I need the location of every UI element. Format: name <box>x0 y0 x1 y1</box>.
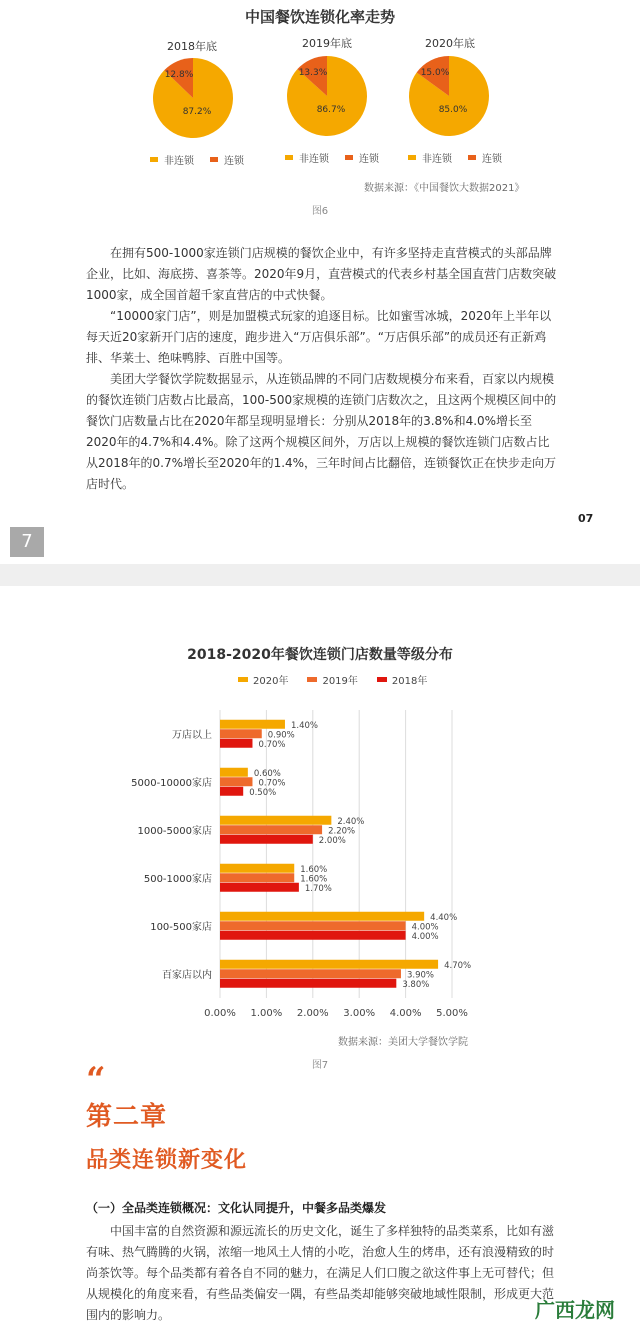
y-category-label: 500-1000家店 <box>143 874 212 885</box>
x-tick-label: 0.00% <box>204 1008 236 1019</box>
pie-2018-title: 2018年底 <box>167 40 217 53</box>
legend-label-nonchain: 非连锁 <box>164 156 194 167</box>
bar-data-label: 2.40% <box>337 816 365 827</box>
chapter-title: 第二章 <box>86 1102 168 1132</box>
bar-data-label: 1.60% <box>300 874 328 885</box>
page-separator <box>0 564 640 586</box>
y-category-label: 5000-10000家店 <box>131 778 212 789</box>
bar-2019年 <box>220 873 294 882</box>
bar-legend <box>238 672 427 687</box>
pie-source: 数据来源：《中国餐饮大数据2021》 <box>364 183 525 194</box>
bar-data-label: 0.70% <box>258 778 286 789</box>
pie-label-nonchain: 86.7% <box>316 105 346 115</box>
legend-label-chain: 连锁 <box>482 154 502 165</box>
figure-7-caption: 图7 <box>311 1060 329 1071</box>
bar-2019年 <box>220 729 262 738</box>
legend-label-2020: 2020年 <box>253 676 289 687</box>
pie-charts <box>0 50 640 150</box>
section-heading: （一）全品类连锁概况：文化认同提升，中餐多品类爆发 <box>86 1201 387 1215</box>
pie-label-chain: 12.8% <box>164 70 194 80</box>
pie-legend-2019 <box>285 150 379 165</box>
bar-2019年 <box>220 777 252 786</box>
x-tick-label: 3.00% <box>343 1008 376 1019</box>
pie-label-nonchain: 85.0% <box>438 105 468 115</box>
legend-swatch-nonchain <box>150 157 158 162</box>
bar-source: 数据来源：美团大学餐饮学院 <box>338 1037 468 1048</box>
x-tick-label: 2.00% <box>296 1008 329 1019</box>
page7-body <box>86 243 560 495</box>
figure-6-caption: 图6 <box>311 206 329 217</box>
bar-data-label: 4.00% <box>411 922 439 933</box>
bar-2018年 <box>220 739 252 748</box>
bar-2018年 <box>220 787 243 796</box>
legend-label-chain: 连锁 <box>224 156 244 167</box>
bar-2020年 <box>220 816 331 825</box>
bar-data-label: 0.60% <box>253 768 281 779</box>
page7-paragraph-1: 在拥有500-1000家连锁门店规模的餐饮企业中，有许多坚持走直营模式的头部品牌企业，比如、海底捞、喜茶等。2020年9月，直营模式的代表乡村基全国直营门店数突破1000家，成全国首超千家直营店的中式快餐。 <box>86 246 557 302</box>
bar-chart-title: 2018-2020年餐饮连锁门店数量等级分布 <box>187 647 453 663</box>
bar-data-label: 4.70% <box>444 960 472 971</box>
bar-2020年 <box>220 960 438 969</box>
legend-swatch-nonchain <box>408 155 416 160</box>
x-tick-label: 5.00% <box>436 1008 468 1019</box>
bar-data-label: 2.20% <box>328 826 356 837</box>
pie-chart-title: 中国餐饮连锁化率走势 <box>244 8 395 26</box>
legend-label-2019: 2019年 <box>322 676 358 687</box>
pie-legend-2020 <box>408 150 502 165</box>
pie-2020-title: 2020年底 <box>425 37 475 50</box>
legend-label-nonchain: 非连锁 <box>422 154 452 165</box>
bar-2019年 <box>220 825 322 834</box>
x-tick-label: 1.00% <box>250 1008 283 1019</box>
bar-data-label: 1.70% <box>304 883 332 894</box>
legend-label-2018: 2018年 <box>391 676 428 687</box>
chapter-body <box>86 1221 564 1326</box>
pie-label-chain: 15.0% <box>420 68 450 78</box>
bar-data-label: 2.00% <box>318 835 346 846</box>
bar-chart <box>0 700 640 1030</box>
bar-data-label: 3.90% <box>406 970 434 981</box>
bar-data-label: 3.80% <box>402 979 430 990</box>
bar-2018年 <box>220 883 299 892</box>
bar-data-label: 1.60% <box>300 864 328 875</box>
bar-data-label: 4.00% <box>411 931 439 942</box>
pie-2019 <box>287 56 367 136</box>
bar-data-label: 0.50% <box>249 787 277 798</box>
bar-2018年 <box>220 979 396 988</box>
y-category-label: 万店以上 <box>172 730 212 741</box>
bar-2019年 <box>220 969 401 978</box>
legend-swatch-2018 <box>377 677 387 682</box>
legend-swatch-2020 <box>238 677 248 682</box>
page7-paragraph-3: 美团大学餐饮学院数据显示，从连锁品牌的不同门店数规模分布来看，百家以内规模的餐饮连锁门店数占比最高，100-500家规模的连锁门店数次之，且这两个规模区间中的餐饮门店数量占比在2020年都呈现明显增长：分别从2018年的3.8%和4.0%增长至2020年的4.7%和4.4%。除了这两个规模区间外，万店以上规模的餐饮连锁门店数占比从2018年的0.7%增长至2020年的1.4%，三年时间占比翻倍，连锁餐饮正在快步走向万店时代。 <box>86 372 557 491</box>
page7-paragraph-2: “10000家门店”，则是加盟模式玩家的追逐目标。比如蜜雪冰城，2020年上半年以每天近20家新开门店的速度，跑步进入“万店俱乐部”。“万店俱乐部”的成员还有正新鸡排、华莱士、绝味鸭脖、百胜中国等。 <box>86 309 552 365</box>
legend-swatch-chain <box>468 155 476 160</box>
bar-data-label: 0.90% <box>267 730 295 741</box>
bar-2020年 <box>220 912 424 921</box>
legend-swatch-chain <box>345 155 353 160</box>
pie-2018 <box>153 58 233 138</box>
quote-mark: “ <box>86 1060 106 1100</box>
legend-swatch-nonchain <box>285 155 293 160</box>
bar-data-label: 1.40% <box>290 720 318 731</box>
y-category-label: 百家店以内 <box>162 970 212 981</box>
chapter-subtitle: 品类连锁新变化 <box>86 1148 248 1173</box>
y-category-label: 1000-5000家店 <box>137 826 212 837</box>
chapter-paragraph: 中国丰富的自然资源和源远流长的历史文化，诞生了多样独特的品类菜系，比如有滋有味、热气腾腾的火锅，浓缩一地风土人情的小吃，治愈人生的烤串，还有浪漫精致的时尚茶饮等。每个品类都有着各自不同的魅力，在满足人们口腹之欲这件事上无可替代；但从规模化的角度来看，有些品类偏安一隅，有些品类却能够突破地域性限制，形成更大范围内的影响力。 <box>86 1224 555 1322</box>
x-tick-label: 4.00% <box>389 1008 422 1019</box>
legend-swatch-chain <box>210 157 218 162</box>
pie-2020 <box>409 56 489 136</box>
bar-2018年 <box>220 835 313 844</box>
page-number: 07 <box>578 512 594 525</box>
bar-2019年 <box>220 921 406 930</box>
page-badge: 7 <box>10 527 44 557</box>
bar-2020年 <box>220 768 248 777</box>
pie-legend-2018 <box>150 152 244 167</box>
y-category-label: 100-500家店 <box>150 922 212 933</box>
watermark-text: 广西龙网 <box>535 1298 615 1322</box>
bar-2020年 <box>220 864 294 873</box>
legend-label-chain: 连锁 <box>359 154 379 165</box>
pie-2019-title: 2019年底 <box>302 37 352 50</box>
legend-label-nonchain: 非连锁 <box>299 154 329 165</box>
pie-label-chain: 13.3% <box>298 68 328 78</box>
legend-swatch-2019 <box>307 677 317 682</box>
bar-data-label: 0.70% <box>258 739 286 750</box>
bar-2020年 <box>220 720 285 729</box>
bar-data-label: 4.40% <box>430 912 458 923</box>
pie-label-nonchain: 87.2% <box>182 107 212 117</box>
bar-2018年 <box>220 931 406 940</box>
